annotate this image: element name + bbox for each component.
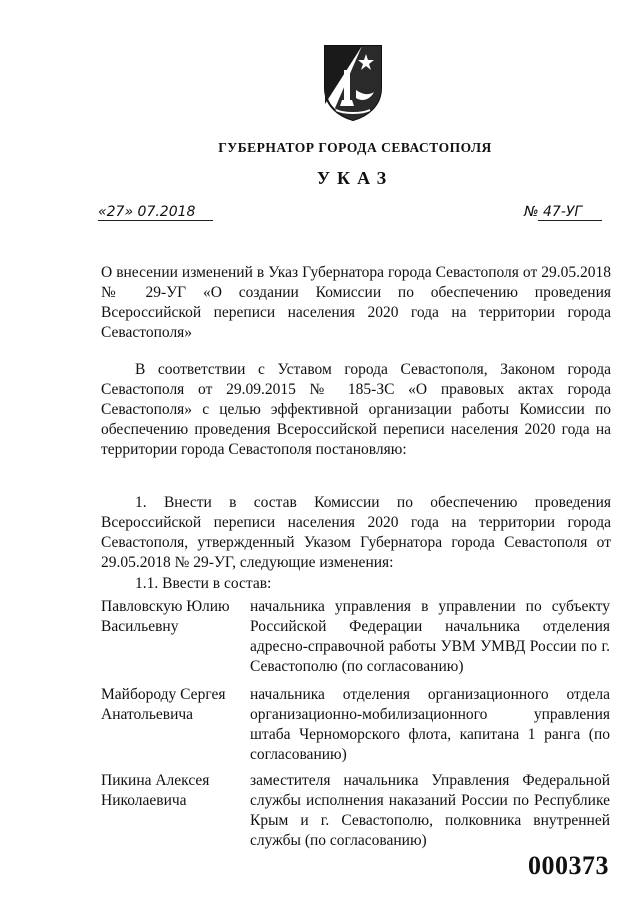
issuing-authority: ГУБЕРНАТОР ГОРОДА СЕВАСТОПОЛЯ xyxy=(218,140,492,155)
document-date xyxy=(98,202,213,222)
serial-number: 000373 xyxy=(528,851,609,880)
number-value: № 47-УГ xyxy=(524,204,583,220)
document-number xyxy=(524,202,604,222)
number-underline xyxy=(538,220,602,221)
member-name: Павловскую Юлию Васильевну xyxy=(101,598,230,635)
date-value: «27» 07.2018 xyxy=(98,204,196,220)
item-1-paragraph: 1. Внести в состав Комиссии по обеспечению проведения Всероссийской переписи населения 2020 года на территории города Севастополя, утвержденный Указом Губернатора города Севастополя от 29.05.2018 № 29-УГ, следующие изменения: xyxy=(101,494,611,571)
document-type: УКАЗ xyxy=(316,168,394,188)
member-name: Майбороду Сергея Анатольевича xyxy=(101,686,226,723)
date-underline xyxy=(98,220,213,221)
member-position: начальника отделения организационного отдела организационно-мобилизационного управления штаба Черноморского флота, капитана 1 ранга (по согласованию) xyxy=(250,686,610,763)
member-position: заместителя начальника Управления Федеральной службы исполнения наказаний России по Республике Крым и г. Севастополю, полковника внутренней службы (по согласованию) xyxy=(250,772,610,849)
member-name: Пикина Алексея Николаевича xyxy=(101,772,210,809)
sevastopol-coat-of-arms-icon xyxy=(322,44,384,122)
member-position: начальника управления в управлении по субъекту Российской Федерации начальника отделения адресно-справочной работы УВМ УМВД России по г. Севастополю (по согласованию) xyxy=(250,598,610,675)
preamble-paragraph: В соответствии с Уставом города Севастополя, Законом города Севастополя от 29.09.2015 № 185-ЗС «О правовых актах города Севастополя» с целью эффективной организации работы Комиссии по обеспечению проведения Всероссийской переписи населения 2020 года на территории города Севастополя постановляю: xyxy=(101,361,611,458)
document-subject: О внесении изменений в Указ Губернатора города Севастополя от 29.05.2018 № 29-УГ «О создании Комиссии по обеспечению проведения Всероссийской переписи населения 2020 года на территории города Севастополя» xyxy=(101,264,611,341)
item-1-1-paragraph: 1.1. Ввести в состав: xyxy=(135,575,272,592)
